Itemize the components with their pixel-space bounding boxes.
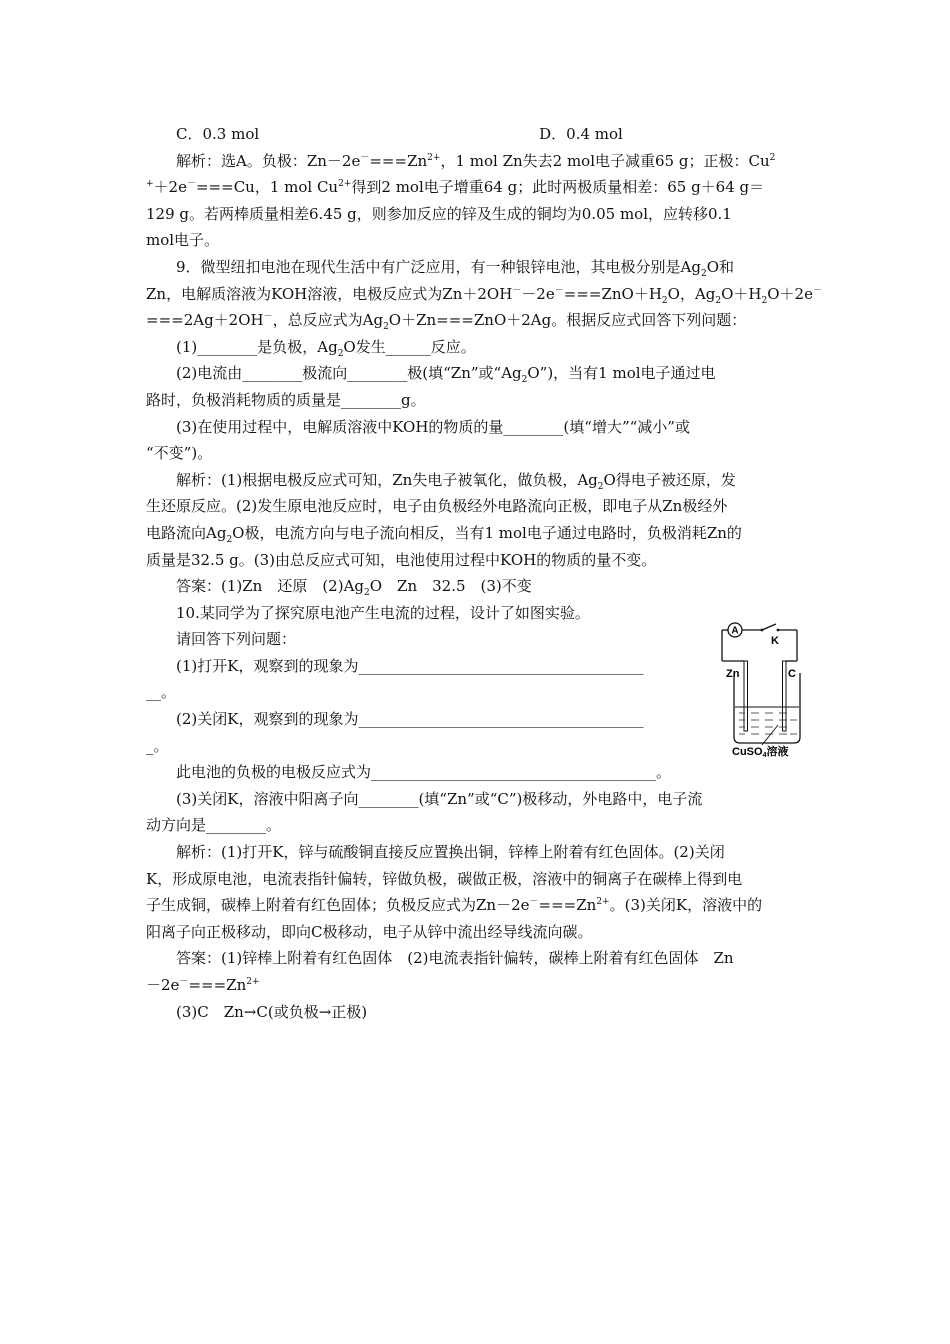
text-line	[146, 467, 816, 494]
text-fragment: ===Zn	[188, 976, 247, 994]
text-line	[146, 307, 816, 334]
text-fragment: 答案：(1)锌棒上附着有红色固体 (2)电流表指针偏转，碳棒上附着有红色固体 Zn	[176, 949, 734, 968]
text-fragment: －	[554, 285, 564, 296]
ammeter-label: A	[731, 625, 739, 637]
text-line	[146, 812, 816, 839]
text-fragment: “不变”)。	[146, 444, 213, 463]
text-fragment: (1)打开K，观察到的现象为______________________________________	[176, 656, 644, 675]
text-fragment: ，1 mol Zn失去2 mol电子减重65 g；正极：Cu	[440, 151, 770, 170]
text-line	[146, 387, 816, 414]
text-fragment: O＋H	[721, 284, 762, 303]
document-body	[146, 121, 822, 1025]
text-fragment: O发生______反应。	[343, 337, 476, 356]
text-fragment: 解析：选A。负极：Zn－2e	[176, 151, 361, 170]
text-fragment: 2	[364, 588, 370, 599]
text-fragment: (3)关闭K，溶液中阳离子向________(填“Zn”或“C”)极移动，外电路中，电子流	[176, 789, 703, 808]
text-fragment: 2	[700, 268, 707, 279]
text-line	[146, 414, 816, 441]
text-line	[146, 174, 816, 201]
text-fragment: O极，电流方向与电子流向相反，当有1 mol电子通过电路时，负极消耗Zn的	[232, 523, 742, 542]
text-line	[146, 148, 816, 175]
text-fragment: 此电池的负极的电极反应式为______________________________________。	[176, 763, 672, 782]
text-fragment: 得到2 mol电子增重64 g；此时两极质量相差：65 g＋64 g＝	[351, 178, 765, 197]
text-line	[146, 972, 816, 999]
text-fragment: 2	[661, 295, 668, 306]
text-fragment: O，Ag	[667, 284, 716, 303]
c-electrode	[783, 661, 787, 731]
text-fragment: 。(3)关闭K，溶液中的	[609, 896, 763, 915]
text-fragment: 质量是32.5 g。(3)由总反应式可知，电池使用过程中KOH的物质的量不变。	[146, 550, 657, 569]
text-line	[146, 759, 816, 786]
solution-label: CuSO4溶液	[732, 746, 789, 759]
text-fragment: ===2Ag＋2OH	[146, 311, 264, 330]
text-fragment: －2e	[146, 976, 180, 994]
text-fragment: 电路流向Ag	[146, 523, 227, 542]
text-fragment: 2+	[338, 179, 352, 190]
text-line	[146, 679, 816, 706]
text-fragment: 子生成铜，碳棒上附着有红色固体；负极反应式为Zn－2e	[146, 896, 530, 915]
text-fragment: 2	[715, 295, 722, 306]
text-fragment: (3)在使用过程中，电解质溶液中KOH的物质的量________(填“增大”“减小”或	[176, 417, 690, 436]
text-line	[146, 733, 816, 760]
text-line	[146, 866, 816, 893]
text-fragment: 请回答下列问题：	[176, 630, 297, 649]
text-fragment: 2	[337, 348, 344, 359]
text-fragment: －	[186, 179, 196, 190]
text-fragment: O得电子被还原，发	[603, 470, 736, 489]
text-fragment: 路时，负极消耗物质的质量是________g。	[146, 390, 426, 409]
text-line	[146, 600, 816, 627]
text-fragment: 2	[761, 295, 768, 306]
text-fragment: +	[146, 179, 154, 190]
text-line	[146, 440, 816, 467]
text-line	[146, 653, 816, 680]
text-fragment: ===ZnO＋H	[563, 284, 662, 303]
text-fragment: 129 g。若两棒质量相差6.45 g，则参加反应的锌及生成的铜均为0.05 mol，应转移0.1	[146, 204, 732, 223]
text-fragment: 解析：(1)打开K，锌与硫酸铜直接反应置换出铜，锌棒上附着有红色固体。(2)关闭	[176, 843, 725, 862]
text-line	[146, 493, 816, 520]
text-fragment: 答案：(1)Zn 还原 (2)Ag	[176, 577, 365, 596]
text-fragment: 2	[769, 152, 776, 163]
text-fragment: Zn，电解质溶液为KOH溶液，电极反应式为Zn＋2OH	[146, 284, 513, 303]
text-line	[146, 281, 822, 308]
text-fragment: 解析：(1)根据电极反应式可知，Zn失电子被氧化，做负极，Ag	[176, 470, 598, 489]
text-fragment: 10.某同学为了探究原电池产生电流的过程，设计了如图实验。	[176, 603, 590, 622]
text-fragment: O”)，当有1 mol电子通过电	[527, 364, 716, 383]
text-fragment: mol电子。	[146, 231, 220, 250]
text-fragment: (2)电流由________极流向________极(填“Zn”或“Ag	[176, 364, 522, 383]
text-fragment: －2e	[521, 284, 555, 303]
text-line	[146, 786, 816, 813]
text-fragment: O＋2e	[767, 284, 813, 303]
text-line	[146, 839, 816, 866]
zn-electrode	[744, 661, 748, 731]
text-fragment: ===Zn	[369, 151, 428, 170]
text-fragment: C．0.3 mol	[176, 125, 260, 143]
text-fragment: 2+	[596, 897, 610, 908]
text-fragment: (3)C Zn→C(或负极→正极)	[176, 1002, 368, 1021]
text-fragment: _。	[146, 736, 169, 755]
text-line	[146, 201, 816, 228]
text-line	[146, 254, 816, 281]
text-fragment: ，总反应式为Ag	[272, 311, 384, 330]
text-fragment: D．0.4 mol	[539, 125, 623, 143]
switch-label: K	[771, 635, 779, 647]
text-fragment: 阳离子向正极移动，即向C极移动，电子从锌中流出经导线流向碳。	[146, 922, 593, 941]
text-fragment: 2+	[427, 152, 441, 163]
text-fragment: K，形成原电池，电流表指针偏转，锌做负极，碳做正极，溶液中的铜离子在碳棒上得到电	[146, 869, 743, 888]
text-fragment: －	[529, 897, 539, 908]
text-fragment: －	[512, 285, 522, 296]
zn-electrode-label: Zn	[726, 668, 740, 680]
switch-k	[762, 624, 776, 630]
text-line	[146, 121, 816, 148]
text-line	[146, 919, 816, 946]
text-fragment: (2)关闭K，观察到的现象为______________________________________	[176, 710, 644, 729]
text-line	[146, 573, 816, 600]
text-fragment: －	[179, 977, 189, 987]
text-line	[146, 706, 816, 733]
text-fragment: 2	[597, 481, 604, 492]
text-fragment: ＋2e	[153, 178, 187, 197]
text-line	[146, 892, 816, 919]
text-fragment: 2	[226, 534, 233, 545]
text-fragment: －	[263, 312, 273, 323]
text-fragment: 动方向是________。	[146, 816, 282, 835]
text-fragment: 2+	[246, 977, 260, 987]
text-fragment: O＋Zn===ZnO＋2Ag。根据反应式回答下列问题：	[388, 311, 747, 330]
text-fragment: O和	[706, 257, 735, 276]
text-fragment: (1)________是负极，Ag	[176, 337, 338, 356]
text-fragment: __。	[146, 683, 177, 702]
text-line	[146, 520, 816, 547]
text-fragment: 2	[383, 322, 389, 333]
text-fragment: ===Cu，1 mol Cu	[195, 178, 339, 197]
text-line	[146, 547, 816, 574]
text-line	[146, 360, 816, 387]
text-line	[146, 999, 816, 1026]
text-line	[146, 626, 816, 653]
text-fragment: －	[812, 285, 822, 296]
text-line	[146, 227, 816, 254]
text-fragment: 2	[521, 375, 528, 386]
text-line	[146, 945, 816, 972]
text-fragment: ===Zn	[538, 896, 597, 915]
text-fragment: O Zn 32.5 (3)不变	[369, 577, 532, 596]
text-fragment: 生还原反应。(2)发生原电池反应时，电子由负极经外电路流向正极，即电子从Zn极经外	[146, 497, 728, 516]
text-fragment: 9．微型纽扣电池在现代生活中有广泛应用，有一种银锌电池，其电极分别是Ag	[176, 257, 701, 276]
text-line	[146, 334, 816, 361]
text-fragment: －	[360, 152, 370, 163]
c-electrode-label: C	[788, 668, 796, 680]
galvanic-cell-diagram	[718, 621, 818, 761]
